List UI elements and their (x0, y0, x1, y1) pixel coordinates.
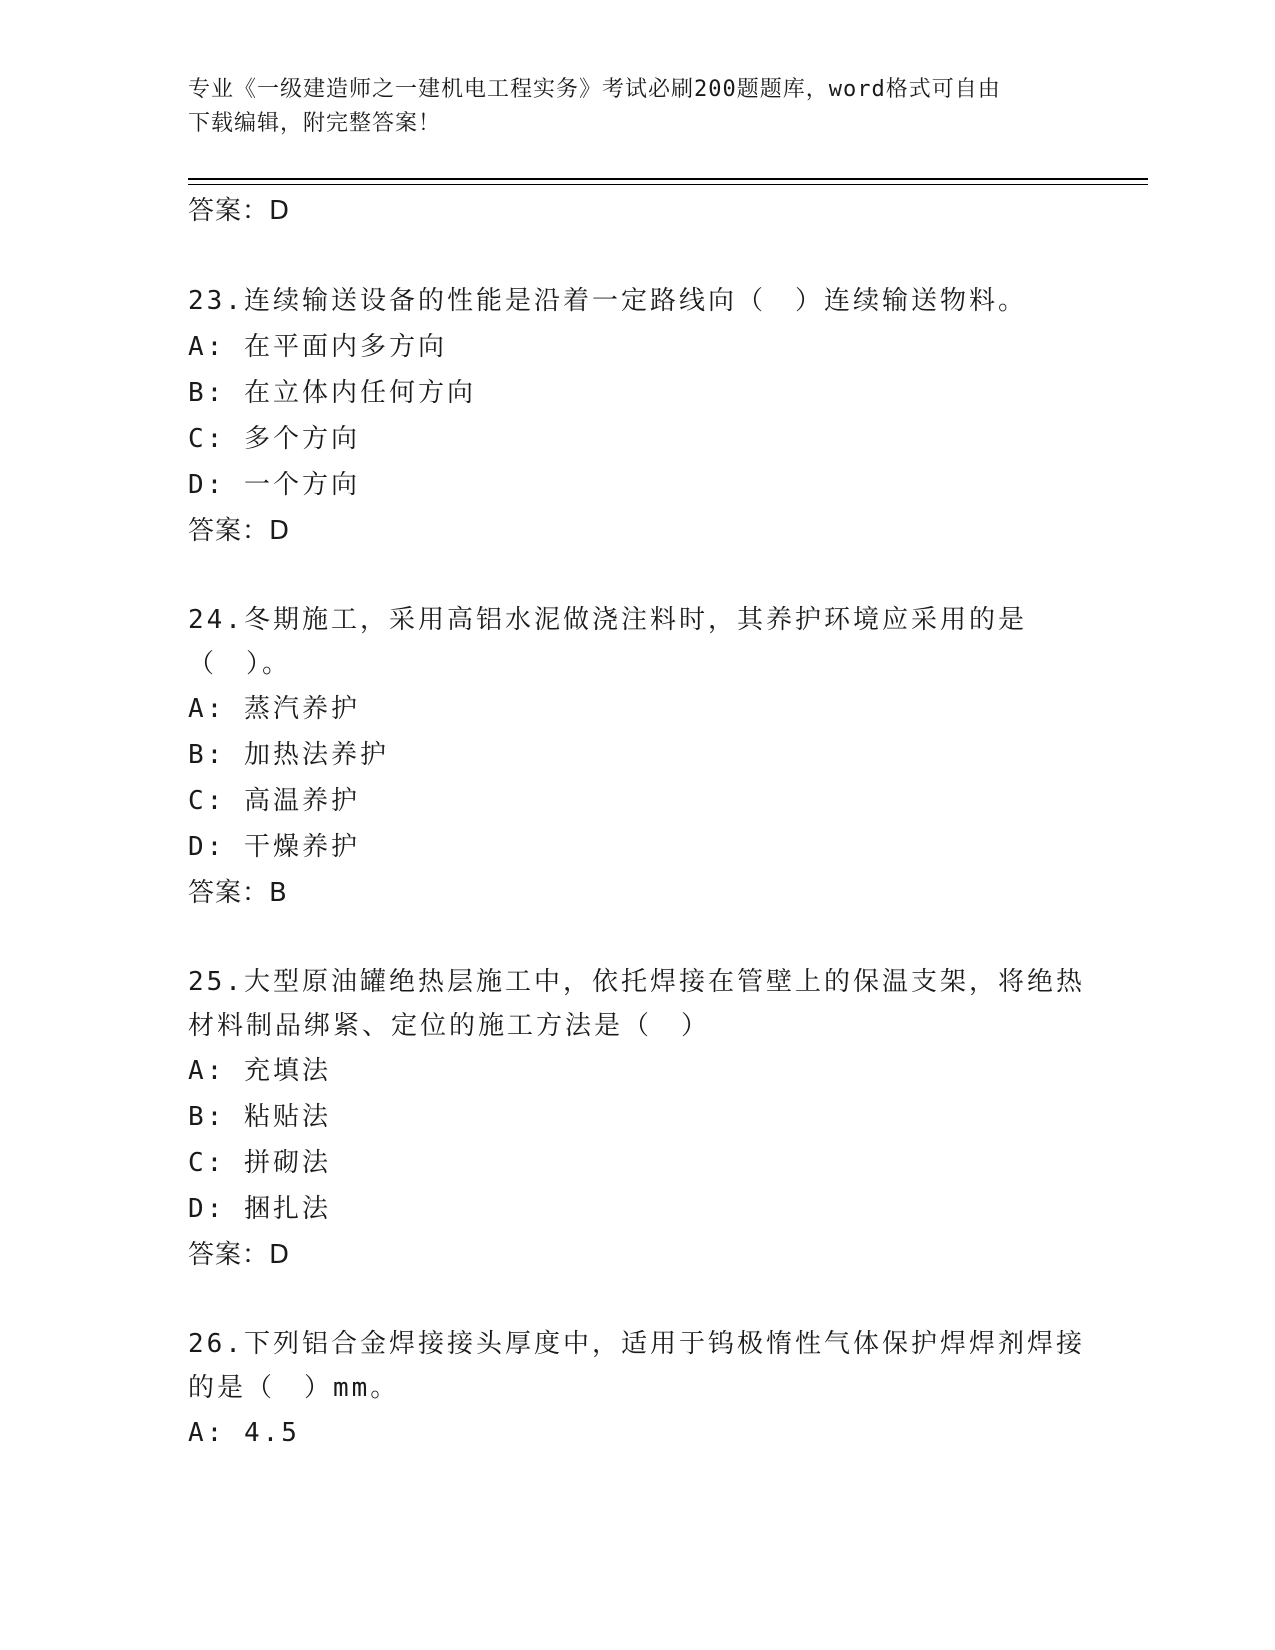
option-text: 捆扎法 (243, 1194, 331, 1224)
option-text: 高温养护 (243, 786, 360, 816)
previous-answer: 答案：D (188, 196, 291, 226)
question-25 (188, 960, 1088, 1278)
option-b (188, 370, 1088, 416)
option-c (188, 416, 1088, 462)
option-key: A: (188, 332, 226, 362)
option-key: C: (188, 424, 226, 454)
option-text: 粘贴法 (243, 1102, 331, 1132)
option-a (188, 1048, 1088, 1094)
question-26 (188, 1322, 1088, 1456)
answer: 答案：D (188, 516, 291, 546)
option-a (188, 1410, 1088, 1456)
answer: 答案：B (188, 878, 288, 908)
question-23 (188, 278, 1088, 554)
option-d (188, 824, 1088, 870)
option-key: D: (188, 832, 226, 862)
option-c (188, 778, 1088, 824)
option-text: 充填法 (243, 1056, 331, 1086)
option-d (188, 1186, 1088, 1232)
option-key: B: (188, 740, 226, 770)
option-a (188, 324, 1088, 370)
option-c (188, 1140, 1088, 1186)
question-text: 23.连续输送设备的性能是沿着一定路线向（ ）连续输送物料。 (188, 286, 1027, 316)
option-text: 一个方向 (243, 470, 360, 500)
option-text: 多个方向 (243, 424, 360, 454)
header-rule-thick (188, 178, 1148, 180)
header-rule-thin (188, 184, 1148, 185)
option-text: 加热法养护 (243, 740, 389, 770)
option-key: D: (188, 470, 226, 500)
header-line-2: 下载编辑，附完整答案！ (188, 111, 442, 136)
option-b (188, 1094, 1088, 1140)
question-list (188, 188, 1088, 1456)
option-text: 4.5 (243, 1418, 300, 1448)
question-text: 24.冬期施工，采用高铝水泥做浇注料时，其养护环境应采用的是（ ）。 (188, 605, 1027, 679)
answer: 答案：D (188, 1240, 291, 1270)
option-text: 干燥养护 (243, 832, 360, 862)
question-text: 26.下列铝合金焊接接头厚度中，适用于钨极惰性气体保护焊焊剂焊接的是（ ）mm。 (188, 1329, 1085, 1403)
option-key: B: (188, 1102, 226, 1132)
option-key: A: (188, 1056, 226, 1086)
option-text: 在立体内任何方向 (243, 378, 476, 408)
question-24 (188, 598, 1088, 916)
document-header (188, 73, 1068, 141)
option-text: 拼砌法 (243, 1148, 331, 1178)
header-line-1: 专业《一级建造师之一建机电工程实务》考试必刷200题题库，word格式可自由 (188, 77, 1001, 102)
option-key: B: (188, 378, 226, 408)
option-key: A: (188, 694, 226, 724)
option-text: 在平面内多方向 (243, 332, 447, 362)
option-a (188, 686, 1088, 732)
option-d (188, 462, 1088, 508)
question-text: 25.大型原油罐绝热层施工中，依托焊接在管壁上的保温支架，将绝热材料制品绑紧、定位的施工方法是（ ） (188, 967, 1085, 1041)
option-key: C: (188, 1148, 226, 1178)
option-b (188, 732, 1088, 778)
option-key: A: (188, 1418, 226, 1448)
option-key: C: (188, 786, 226, 816)
option-key: D: (188, 1194, 226, 1224)
option-text: 蒸汽养护 (243, 694, 360, 724)
